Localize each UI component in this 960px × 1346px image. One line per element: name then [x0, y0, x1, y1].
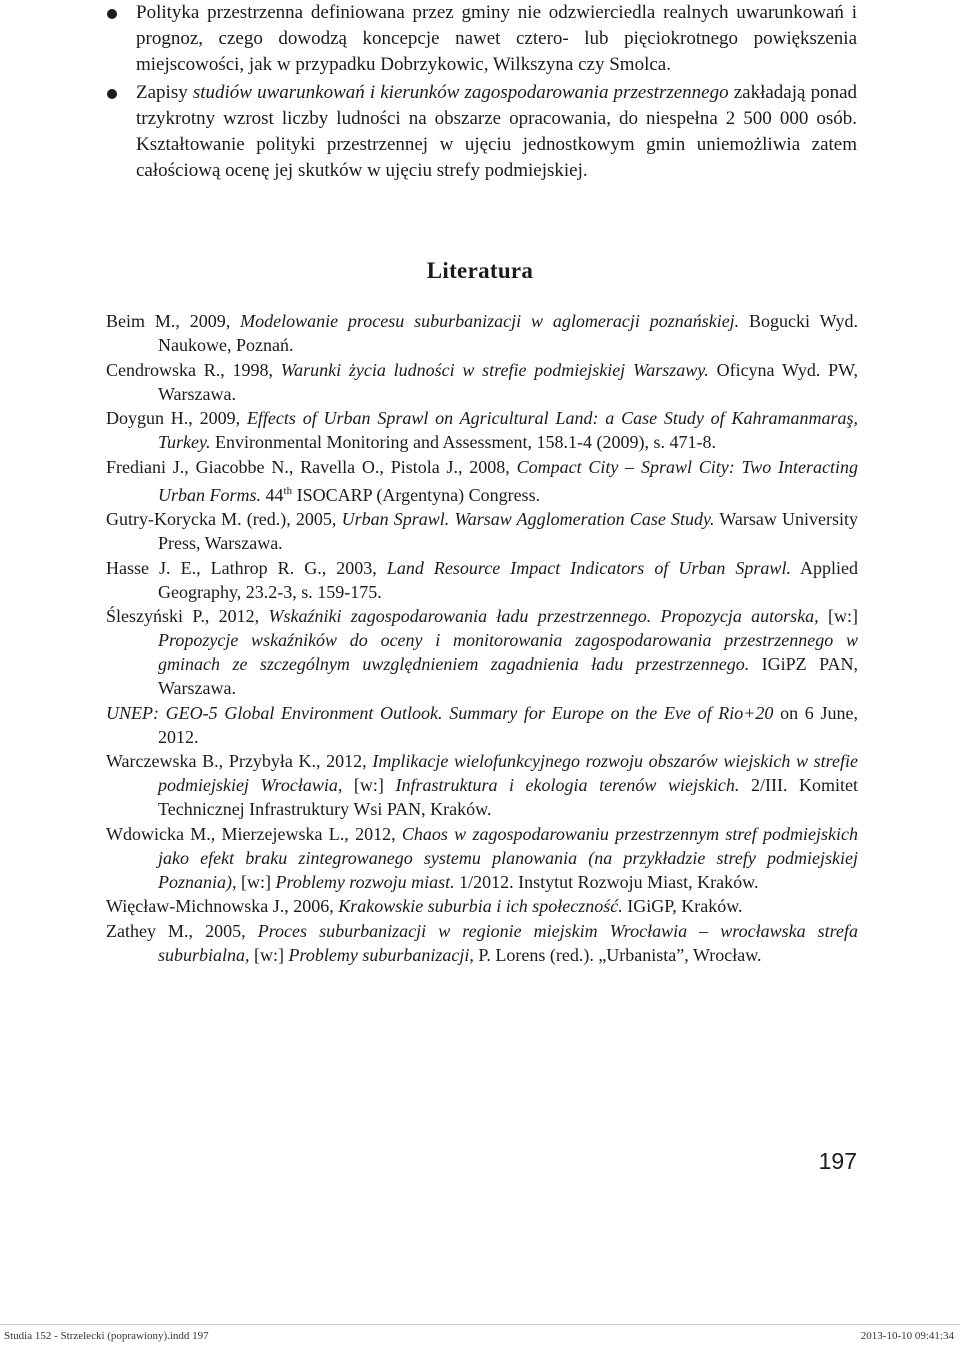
- reference-item: [106, 309, 858, 357]
- ref-title: UNEP: GEO-5 Global Environment Outlook. Summary for Europe on the Eve of Rio+20: [106, 702, 774, 723]
- reference-item: [106, 749, 858, 821]
- ref-in: [w:]: [342, 775, 396, 795]
- ref-title: Proces suburbanizacji w regionie miejskim Wrocławia – wrocławska strefa suburbialna,: [158, 920, 858, 965]
- ref-title: Land Resource Impact Indicators of Urban Sprawl.: [386, 557, 791, 578]
- ref-title: Chaos w zagospodarowaniu przestrzennym stref podmiejskich jako efekt braku zintegrowanego systemu planowania (na przykładzie strefy podmiejskiej Poznania),: [158, 823, 858, 892]
- section-heading: Literatura: [426, 258, 534, 283]
- reference-item: [106, 556, 858, 604]
- bullet-item: [105, 80, 857, 184]
- page-number: 197: [818, 1148, 857, 1174]
- ref-in: [w:]: [818, 606, 858, 626]
- footer-divider: [0, 1324, 960, 1325]
- bullet-item: [105, 0, 857, 78]
- bullet-icon: [107, 9, 117, 19]
- ref-publisher: 2/III. Komitet Technicznej Infrastruktury Wsi PAN, Kraków.: [158, 775, 859, 819]
- reference-item: [106, 701, 858, 749]
- ref-publisher: Bogucki Wyd. Naukowe, Poznań.: [158, 311, 858, 355]
- ref-publisher: Applied Geography, 23.2-3, s. 159-175.: [158, 557, 859, 602]
- bullet-text: zakładają ponad trzykrotny wzrost liczby ludności na obszarze opracowania, do niespełna 2 500 000 osób. Kształtowanie polityki przestrzennej w ujęciu jednostkowym gmin uniemożliwia zatem całościową ocenę jej skutków w ujęciu strefy podmiejskiej.: [136, 82, 857, 181]
- ref-title: Urban Sprawl. Warsaw Agglomeration Case Study.: [341, 509, 715, 529]
- ref-author: Beim M., 2009,: [106, 311, 241, 331]
- ref-publisher: ISOCARP (Argentyna) Congress.: [292, 484, 541, 505]
- footer-file-info: Studia 152 - Strzelecki (poprawiony).indd 197: [4, 1330, 209, 1342]
- reference-item: [106, 822, 858, 894]
- reference-item: [106, 507, 858, 555]
- bullet-text-italic: studiów uwarunkowań i kierunków zagospodarowania przestrzennego: [192, 82, 729, 103]
- ref-title: Warunki życia ludności w strefie podmiejskiej Warszawy.: [280, 359, 709, 380]
- ref-publisher: Warsaw University Press, Warszawa.: [158, 509, 859, 553]
- ref-source-title: Problemy suburbanizacji: [288, 944, 470, 965]
- ref-author: Hasse J. E., Lathrop R. G., 2003,: [106, 557, 387, 578]
- ref-source-title: Propozycje wskaźników do oceny i monitorowania zagospodarowania przestrzennego w gminach ze szczególnym uwzględnieniem zagadnienia ładu przestrzennego.: [158, 630, 858, 674]
- reference-item: [106, 604, 858, 700]
- ref-in: [w:]: [236, 871, 276, 892]
- ref-in: [w:]: [249, 944, 289, 965]
- bullet-list: [105, 0, 857, 186]
- ref-publisher: 44: [261, 484, 284, 505]
- ref-author: Więcław-Michnowska J., 2006,: [106, 896, 339, 916]
- ref-superscript: th: [283, 484, 293, 497]
- ref-author: Cendrowska R., 1998,: [106, 359, 281, 380]
- ref-author: Gutry-Korycka M. (red.), 2005,: [106, 509, 342, 529]
- reference-item: [106, 919, 858, 967]
- ref-source-title: Problemy rozwoju miast.: [275, 871, 455, 892]
- ref-title: Krakowskie suburbia i ich społeczność.: [338, 896, 623, 916]
- bullet-text: Polityka przestrzenna definiowana przez gminy nie odzwierciedla realnych uwarunkowań i prognoz, czego dowodzą koncepcje nawet cztero- lub pięciokrotnego powiększenia miejscowości, jak w przypadku Dobrzykowic, Wilkszyna czy Smolca.: [136, 2, 857, 75]
- ref-author: Doygun H., 2009,: [106, 408, 247, 428]
- bullet-text: Zapisy: [136, 82, 193, 103]
- ref-title: Wskaźniki zagospodarowania ładu przestrzennego. Propozycja autorska,: [268, 606, 819, 626]
- ref-source-title: Infrastruktura i ekologia terenów wiejskich.: [395, 775, 740, 795]
- ref-publisher: on 6 June, 2012.: [158, 702, 858, 747]
- ref-title: Modelowanie procesu suburbanizacji w aglomeracji poznańskiej.: [240, 311, 740, 331]
- ref-author: Warczewska B., Przybyła K., 2012,: [106, 751, 373, 771]
- ref-publisher: Oficyna Wyd. PW, Warszawa.: [158, 359, 858, 404]
- reference-item: [106, 894, 858, 918]
- reference-list: [106, 309, 858, 967]
- ref-publisher: 1/2012. Instytut Rozwoju Miast, Kraków.: [454, 871, 759, 892]
- ref-author: Zathey M., 2005,: [106, 920, 258, 941]
- ref-publisher: , P. Lorens (red.). „Urbanista”, Wrocław.: [469, 944, 762, 965]
- reference-item: [106, 406, 858, 454]
- ref-title: Implikacje wielofunkcyjnego rozwoju obszarów wiejskich w strefie podmiejskiej Wrocławia,: [158, 751, 858, 795]
- reference-item: [106, 455, 858, 507]
- ref-title: Effects of Urban Sprawl on Agricultural Land: a Case Study of Kahramanmaraş, Turkey.: [158, 408, 859, 452]
- bullet-icon: [107, 89, 117, 99]
- ref-author: Frediani J., Giacobbe N., Ravella O., Pistola J., 2008,: [106, 456, 517, 477]
- ref-publisher: IGiPZ PAN, Warszawa.: [158, 654, 859, 698]
- ref-author: Wdowicka M., Mierzejewska L., 2012,: [106, 823, 402, 844]
- ref-title: Compact City – Sprawl City: Two Interacting Urban Forms.: [158, 456, 859, 505]
- ref-author: Śleszyński P., 2012,: [106, 606, 269, 626]
- ref-publisher: IGiGP, Kraków.: [622, 896, 743, 916]
- footer-timestamp: 2013-10-10 09:41:34: [860, 1330, 954, 1342]
- ref-publisher: Environmental Monitoring and Assessment, 158.1-4 (2009), s. 471-8.: [210, 432, 716, 452]
- reference-item: [106, 358, 858, 406]
